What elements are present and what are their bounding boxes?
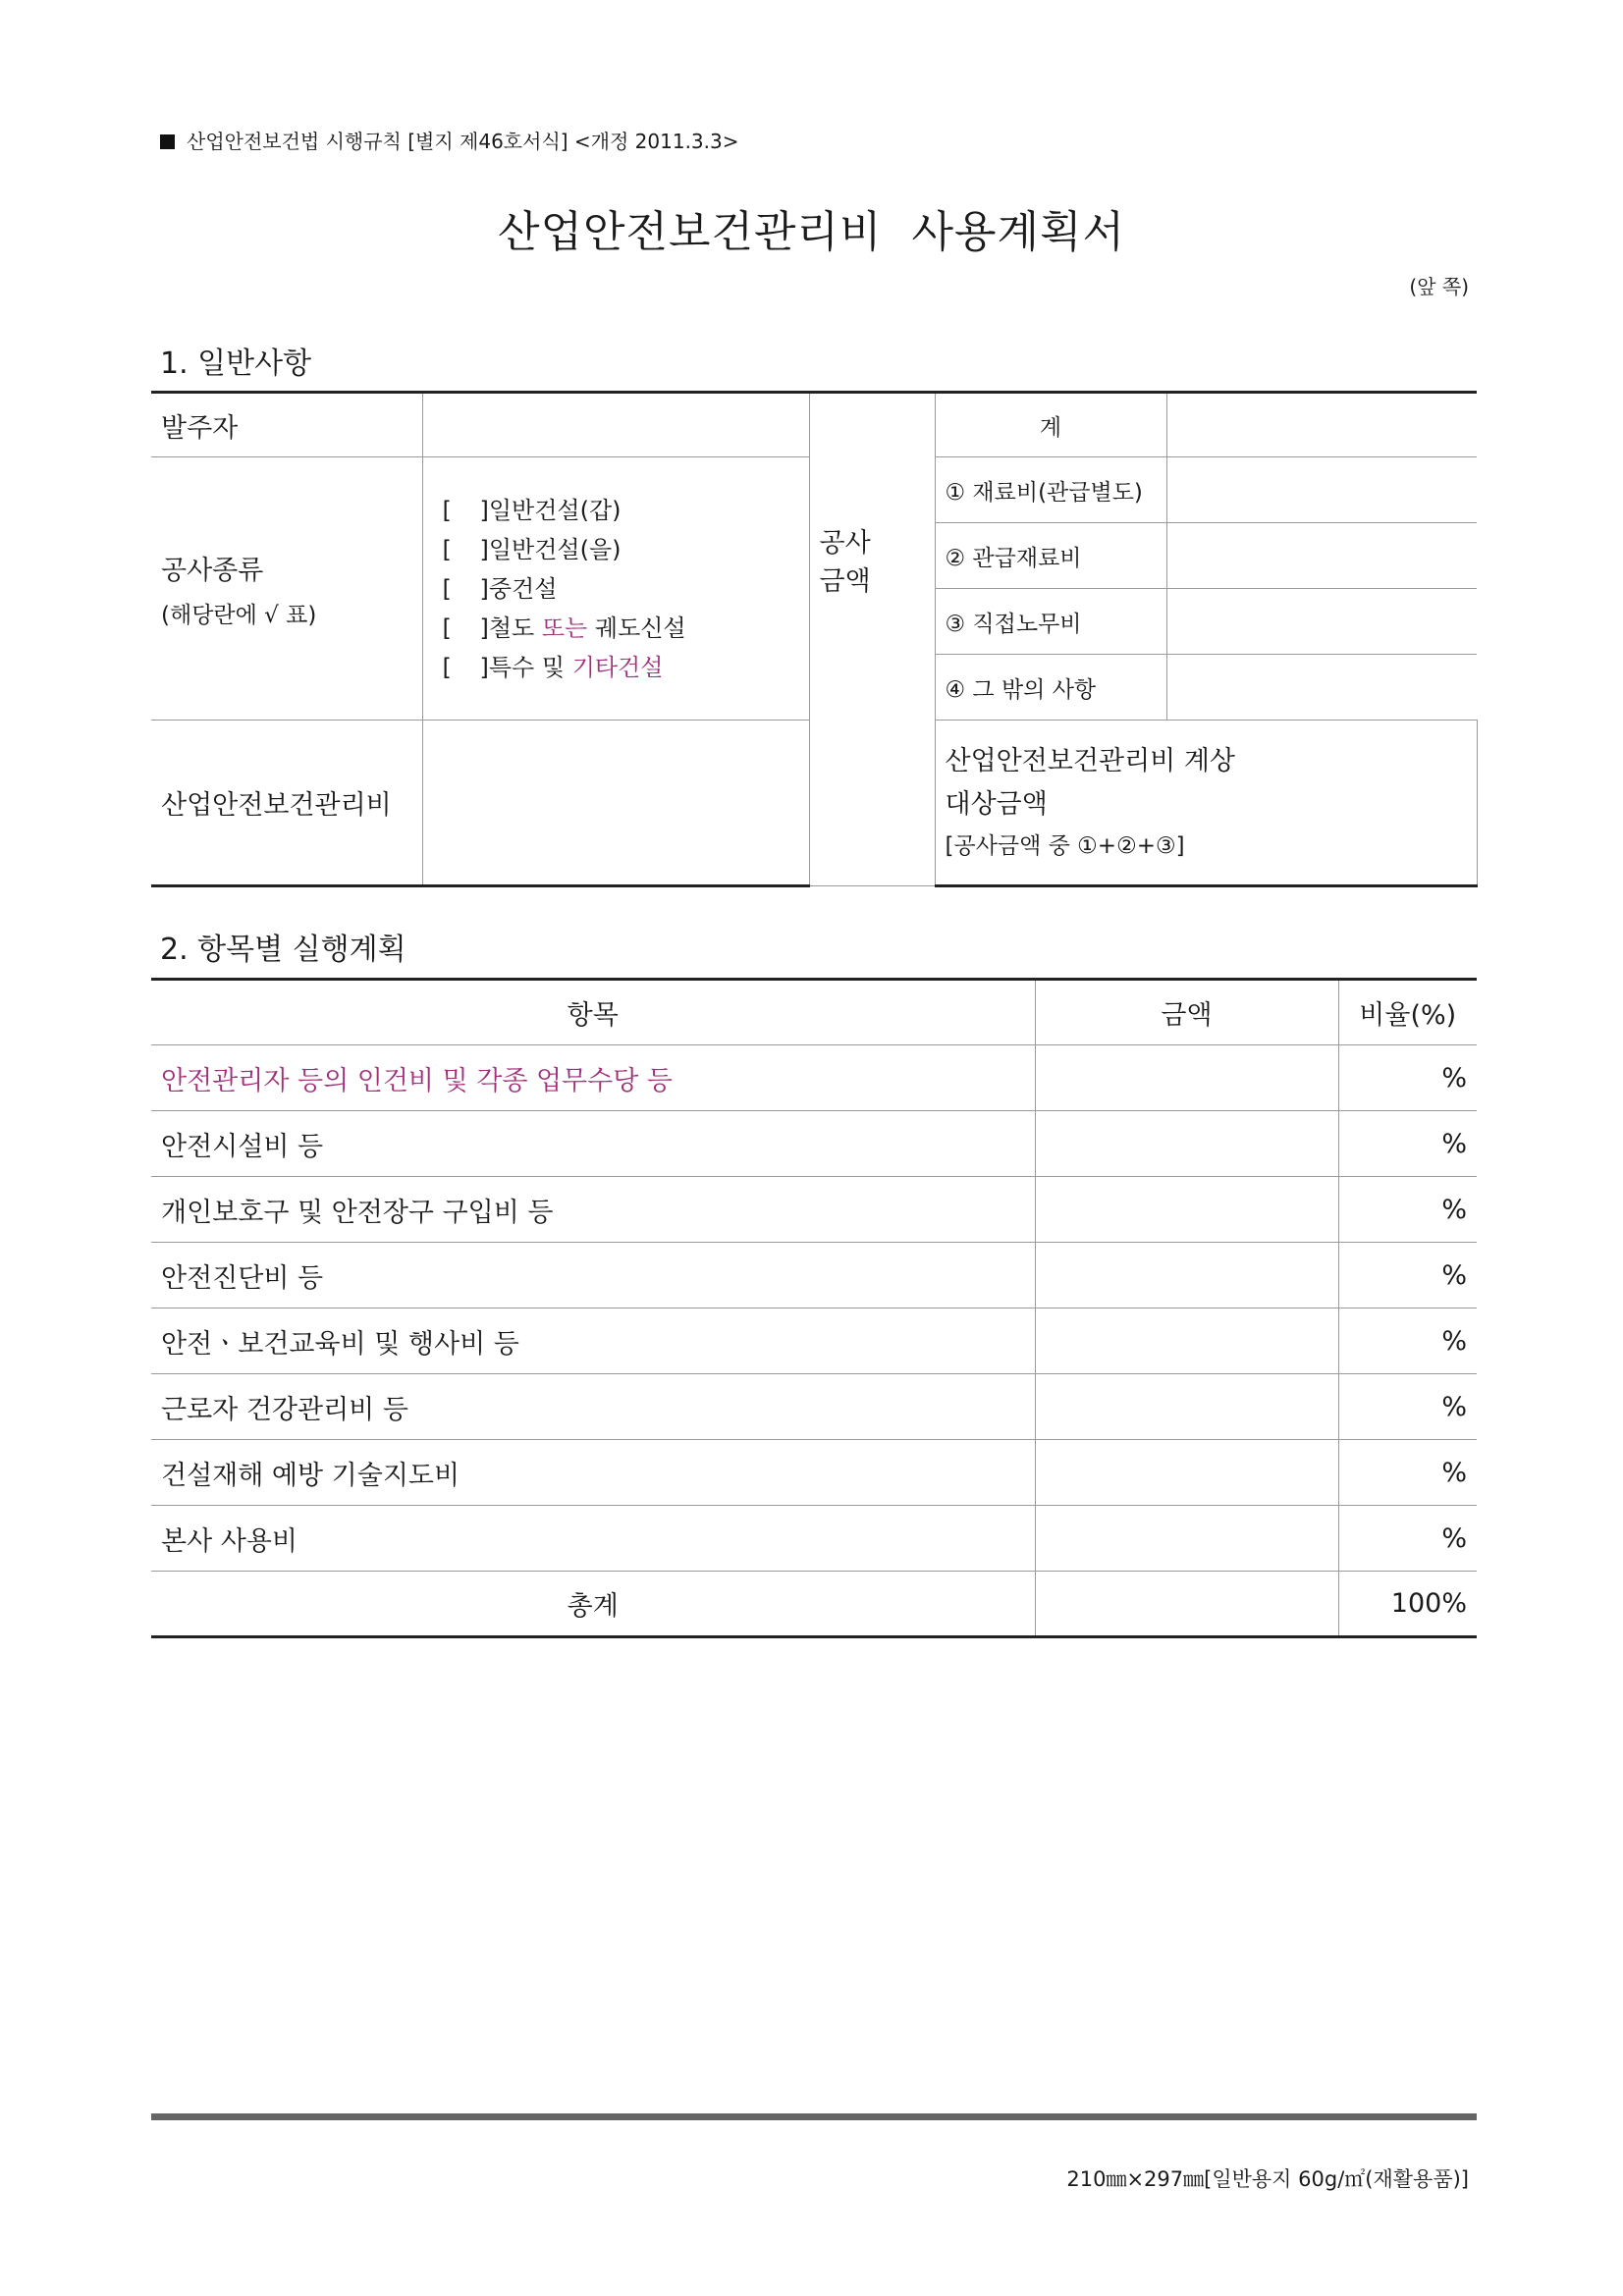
mgmt-cost-label: 산업안전보건관리비: [151, 721, 422, 886]
section1-heading: 1. 일반사항: [160, 347, 312, 381]
amount-item-2-field[interactable]: [1166, 523, 1477, 589]
row-amount-field[interactable]: [1035, 1111, 1338, 1177]
form-reference-note: [160, 126, 739, 154]
row-item: 안전ㆍ보건교육비 및 행사비 등: [151, 1308, 1035, 1374]
total-label: 계: [935, 393, 1166, 457]
total-ratio: 100%: [1338, 1572, 1477, 1637]
amount-item-4-field[interactable]: [1166, 655, 1477, 721]
row-amount-field[interactable]: [1035, 1308, 1338, 1374]
general-info-table: [151, 391, 1477, 887]
table-row: [151, 1111, 1477, 1177]
row-item: 근로자 건강관리비 등: [151, 1374, 1035, 1440]
target-amount-label-cell: [935, 721, 1477, 886]
amount-item-3-field[interactable]: [1166, 589, 1477, 655]
execution-plan-table: [151, 978, 1477, 1638]
row-ratio[interactable]: %: [1338, 1374, 1477, 1440]
row-amount-field[interactable]: [1035, 1440, 1338, 1506]
target-label-line1: 산업안전보건관리비 계상: [945, 745, 1235, 776]
client-label: 발주자: [151, 393, 422, 457]
form-reference-text: 산업안전보건법 시행규칙 [별지 제46호서식] <개정 2011.3.3>: [187, 130, 739, 153]
amount-item-2: ② 관급재료비: [935, 523, 1166, 589]
amount-item-3: ③ 직접노무비: [935, 589, 1166, 655]
table-row: [151, 1308, 1477, 1374]
table-row: [151, 1440, 1477, 1506]
row-amount-field[interactable]: [1035, 1374, 1338, 1440]
document-title: 산업안전보건관리비 사용계획서: [497, 207, 1126, 257]
table-row: [151, 1243, 1477, 1308]
bottom-divider: [151, 2113, 1477, 2120]
mgmt-cost-field[interactable]: [422, 721, 809, 886]
work-type-note: (해당란에 √ 표): [161, 602, 317, 628]
total-row: [151, 1572, 1477, 1637]
target-label-line3: [공사금액 중 ①+②+③]: [945, 832, 1185, 859]
row-amount-field[interactable]: [1035, 1243, 1338, 1308]
total-amount-field[interactable]: [1035, 1572, 1338, 1637]
page-side-label: (앞 쪽): [1409, 275, 1469, 298]
table-row: [151, 1177, 1477, 1243]
work-type-label-cell: [151, 457, 422, 721]
row-amount-field[interactable]: [1035, 1177, 1338, 1243]
work-type-option[interactable]: [ ]일반건설(갑): [442, 496, 622, 524]
row-item: 본사 사용비: [151, 1506, 1035, 1572]
row-item: 건설재해 예방 기술지도비: [151, 1440, 1035, 1506]
col-header-ratio: 비율(%): [1338, 980, 1477, 1045]
paper-spec-footer: 210㎜×297㎜[일반용지 60g/㎡(재활용품)]: [1066, 2167, 1469, 2191]
work-type-option[interactable]: [ ]특수 및 기타건설: [442, 653, 664, 681]
amount-item-4: ④ 그 밖의 사항: [935, 655, 1166, 721]
col-header-item: 항목: [151, 980, 1035, 1045]
section2-heading: 2. 항목별 실행계획: [160, 933, 406, 967]
amount-item-1-field[interactable]: [1166, 457, 1477, 523]
row-item: 안전관리자 등의 인건비 및 각종 업무수당 등: [151, 1045, 1035, 1111]
table-row: [151, 1506, 1477, 1572]
total-field[interactable]: [1166, 393, 1477, 457]
amount-label-cell: [809, 393, 935, 886]
col-header-amount: 금액: [1035, 980, 1338, 1045]
row-item: 안전시설비 등: [151, 1111, 1035, 1177]
client-field[interactable]: [422, 393, 809, 457]
row-item: 개인보호구 및 안전장구 구입비 등: [151, 1177, 1035, 1243]
row-ratio[interactable]: %: [1338, 1243, 1477, 1308]
total-label: 총계: [151, 1572, 1035, 1637]
table-row: [151, 1374, 1477, 1440]
work-type-checklist: [422, 457, 809, 721]
row-amount-field[interactable]: [1035, 1045, 1338, 1111]
work-type-option[interactable]: [ ]철도 또는 궤도신설: [442, 614, 686, 642]
amount-label-line2: 금액: [819, 566, 871, 597]
row-ratio[interactable]: %: [1338, 1440, 1477, 1506]
table-row: [151, 1045, 1477, 1111]
amount-item-1: ① 재료비(관급별도): [935, 457, 1166, 523]
row-item: 안전진단비 등: [151, 1243, 1035, 1308]
amount-label-line1: 공사: [819, 528, 871, 559]
row-ratio[interactable]: %: [1338, 1111, 1477, 1177]
work-type-option[interactable]: [ ]중건설: [442, 574, 558, 603]
row-ratio[interactable]: %: [1338, 1506, 1477, 1572]
target-label-line2: 대상금액: [945, 788, 1048, 820]
work-type-label: 공사종류: [161, 555, 264, 586]
work-type-option[interactable]: [ ]일반건설(을): [442, 535, 622, 563]
row-ratio[interactable]: %: [1338, 1308, 1477, 1374]
square-bullet-icon: [160, 134, 175, 149]
row-ratio[interactable]: %: [1338, 1045, 1477, 1111]
row-amount-field[interactable]: [1035, 1506, 1338, 1572]
row-ratio[interactable]: %: [1338, 1177, 1477, 1243]
